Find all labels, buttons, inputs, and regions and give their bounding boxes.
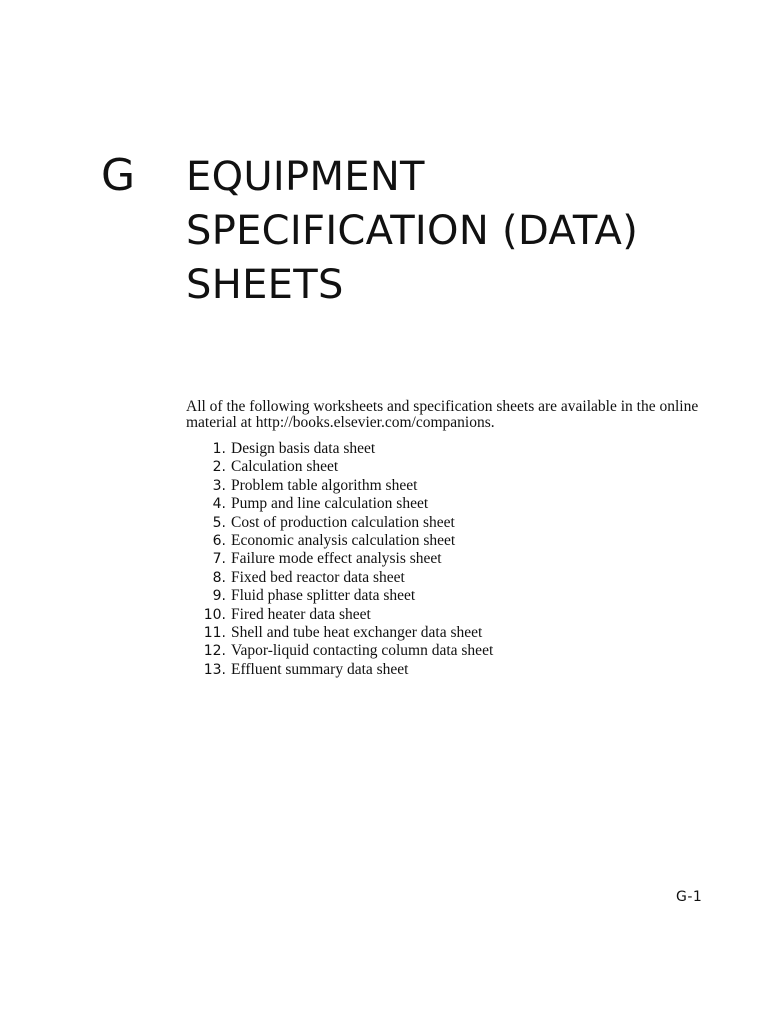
list-item <box>186 624 706 642</box>
item-number: 1. <box>212 441 226 457</box>
title-line-2: SPECIFICATION (DATA) <box>186 208 639 254</box>
page-title <box>186 150 746 312</box>
appendix-letter: G <box>101 150 136 201</box>
item-text: Economic analysis calculation sheet <box>231 531 456 549</box>
item-text: Fired heater data sheet <box>231 605 371 623</box>
item-number: 11. <box>203 624 226 641</box>
item-text: Fluid phase splitter data sheet <box>231 587 416 605</box>
item-number: 5. <box>212 514 226 531</box>
list-item <box>186 587 706 605</box>
item-text: Cost of production calculation sheet <box>231 513 455 531</box>
item-number: 2. <box>212 459 226 476</box>
sheet-list <box>186 440 706 679</box>
list-item <box>186 569 706 587</box>
item-number: 12. <box>203 643 226 660</box>
item-text: Vapor-liquid contacting column data sheet <box>231 642 494 660</box>
item-number: 10. <box>203 606 226 623</box>
page-number: G-1 <box>676 889 703 905</box>
list-item <box>186 661 706 679</box>
list-item <box>186 550 706 568</box>
item-text: Effluent summary data sheet <box>231 660 409 678</box>
item-text: Fixed bed reactor data sheet <box>231 568 405 586</box>
list-item <box>186 532 706 550</box>
item-number: 3. <box>212 477 226 494</box>
item-number: 6. <box>212 532 226 549</box>
item-text: Failure mode effect analysis sheet <box>231 550 442 568</box>
item-number: 9. <box>212 588 226 605</box>
item-text: Calculation sheet <box>231 458 339 476</box>
title-line-1: EQUIPMENT <box>186 154 425 200</box>
title-line-3: SHEETS <box>186 262 344 308</box>
list-item <box>186 458 706 476</box>
intro-paragraph: All of the following worksheets and specification sheets are available in the online material at http://books.elsevier.com/companions. <box>186 398 699 431</box>
item-text: Shell and tube heat exchanger data sheet <box>231 623 483 641</box>
item-number: 4. <box>212 496 226 513</box>
item-text: Problem table algorithm sheet <box>231 476 418 494</box>
item-text: Pump and line calculation sheet <box>231 495 429 513</box>
item-number: 8. <box>212 569 226 586</box>
item-text: Design basis data sheet <box>231 440 376 457</box>
item-number: 13. <box>203 661 226 678</box>
list-item <box>186 606 706 624</box>
list-item <box>186 495 706 513</box>
list-item <box>186 440 706 458</box>
list-item <box>186 642 706 660</box>
list-item <box>186 477 706 495</box>
item-number: 7. <box>212 551 226 568</box>
list-item <box>186 514 706 532</box>
